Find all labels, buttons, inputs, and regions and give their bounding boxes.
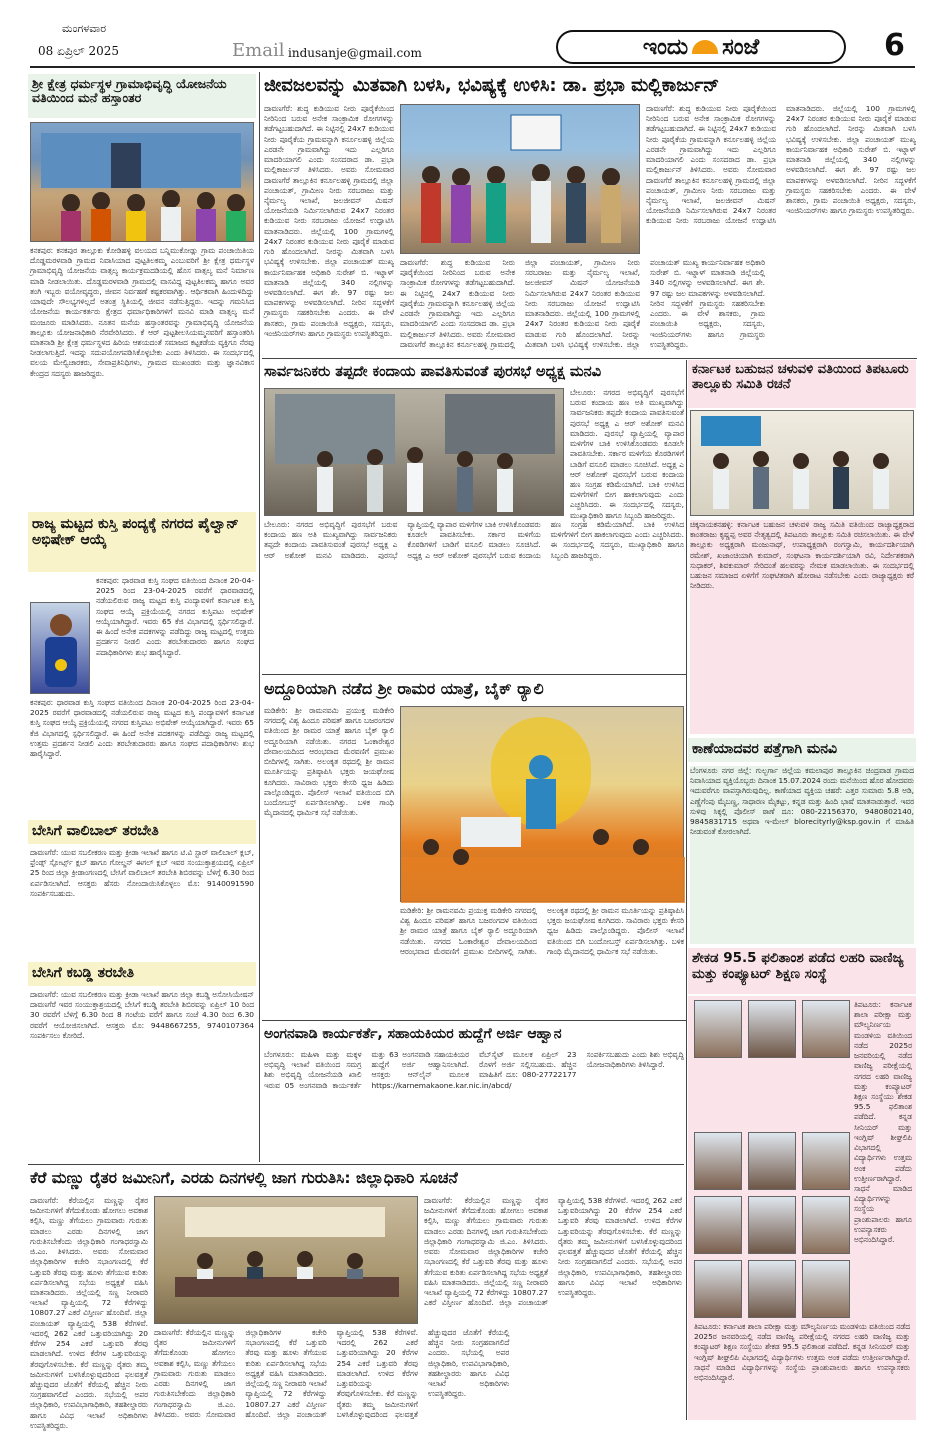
article-6-body: ಬೇಲೂರು: ನಗರದ ಅಭಿವೃದ್ಧಿಗೆ ಪುರಸಭೆಗೆ ಬರುವ ಕಂದಾಯ ಹಣ ಅತಿ ಮುಖ್ಯವಾಗಿದ್ದು ಸಾರ್ವಜನಿಕರು ತಪ್ಪದೇ ಕಂದಾಯ ಪಾವತಿಸುವಂತೆ ಪುರಸಭೆ ಅಧ್ಯಕ್ಷ ಎ ಆರ್ ಅಶೋಕ್ ಮನವಿ ಮಾಡಿದರು. ಪುರಸಭೆ ವ್ಯಾಪ್ತಿಯಲ್ಲಿ ವ್ಯಾಪಾರ ಮಳಿಗೆಗಳ ಬಾಕಿ ಉಳಿಸಿಕೊಂಡವರು ಕೂಡಲೇ ಪಾವತಿಸಬೇಕು. ಸರ್ಕಾರ ಮಳಿಗೆಯ ಕೊಠಡಿಗಳಿಗೆ ಬಾಡಿಗೆ ವಸೂಲಿ ಮಾಡಲು ಸೂಚಿಸಿದೆ. ಅಧ್ಯಕ್ಷ ಎ ಆರ್ ಅಶೋಕ್ ಪುರಸಭೆಗೆ ಬರುವ ಕಂದಾಯ ಹಣ ಸಂಗ್ರಹ ಕಡಿಮೆಯಾಗಿದೆ. ಬಾಕಿ ಉಳಿಸಿದ ಮಳಿಗೆಗಳಿಗೆ ಬೀಗ ಹಾಕಲಾಗುವುದು ಎಂದು ಎಚ್ಚರಿಸಿದರು. ಈ ಸಂದರ್ಭದಲ್ಲಿ ಸದಸ್ಯರು, ಮುಖ್ಯಾಧಿಕಾರಿ ಹಾಗೂ ಸಿಬ್ಬಂದಿ ಹಾಜರಿದ್ದರು. [264, 520, 684, 560]
article-5-body: ದಾವಣಗೆರೆ: ಯುವ ಸಬಲೀಕರಣ ಮತ್ತು ಕ್ರೀಡಾ ಇಲಾಖೆ ಹಾಗೂ ಜಿಲ್ಲಾ ಕಬಡ್ಡಿ ಅಸೋಸಿಯೇಷನ್ ದಾವಣಗೆರೆ ಇವರ ಸಂಯುಕ್ತಾಶ್ರಯದಲ್ಲಿ ಬೇಸಿಗೆ ಕಬಡ್ಡಿ ತರಬೇತಿ ಶಿಬಿರವನ್ನು ಏಪ್ರಿಲ್ 10 ರಿಂದ 30 ರವರೆಗೆ ಬೆಳಿಗ್ಗೆ 6.30 ರಿಂದ 8 ಗಂಟೆಯ ವರೆಗೆ ಹಾಗೂ ಸಂಜೆ 4.30 ರಿಂದ 6.30 ರವರೆಗೆ ಆಯೋಜಿಸಲಾಗಿದೆ. ಆಸಕ್ತರು ಮೊ: 9448667255, 9740107364 ಸಂಪರ್ಕಿಸಲು ಕೋರಿದೆ. [30, 990, 254, 1040]
article-3-headline-box [28, 512, 256, 572]
newspaper-logo [556, 30, 846, 64]
article-5-title: ಬೇಸಿಗೆ ಕಬಡ್ಡಿ ತರಬೇತಿ [32, 965, 135, 981]
article-2-title: ಜೀವಜಲವನ್ನು ಮಿತವಾಗಿ ಬಳಸಿ, ಭವಿಷ್ಯಕ್ಕೆ ಉಳಿಸಿ: ಡಾ. ಪ್ರಭಾ ಮಲ್ಲಿಕಾರ್ಜುನ್ [264, 75, 720, 96]
student-photo-2 [748, 1000, 796, 1058]
article-7-headline-box [688, 360, 916, 408]
article-2-body-col3: ದಾವಣಗೆರೆ: ಶುದ್ಧ ಕುಡಿಯುವ ನೀರು ಪೂರೈಕೆಯಿಂದ ನೀರಿನಿಂದ ಬರುವ ಅನೇಕ ಸಾಂಕ್ರಾಮಿಕ ರೋಗಗಳನ್ನು ತಡೆಗಟ್ಟಬಹುದಾಗಿದೆ. ಈ ನಿಟ್ಟಿನಲ್ಲಿ 24x7 ಕುಡಿಯುವ ನೀರು ಪೂರೈಕೆಯ ಗ್ರಾಮವನ್ನಾಗಿ ಕರ್ನೂಲಹಳ್ಳಿ ಜಿಲ್ಲೆಯ ಎರಡನೇ ಗ್ರಾಮವಾಗಿದ್ದು ಇದು ಎಲ್ಲರಿಗೂ ಮಾದರಿಯಾಗಲಿ ಎಂದು ಸಂಸದರಾದ ಡಾ. ಪ್ರಭಾ ಮಲ್ಲಿಕಾರ್ಜುನ್ ತಿಳಿಸಿದರು. ಅವರು ಸೋಮವಾರ ದಾವಣಗೆರೆ ತಾಲ್ಲೂಕಿನ ಕರ್ನೂಲಹಳ್ಳಿ ಗ್ರಾಮದಲ್ಲಿ ಜಿಲ್ಲಾ ಪಂಚಾಯತ್, ಗ್ರಾಮೀಣ ನೀರು ಸರಬರಾಜು ಮತ್ತು ನೈರ್ಮಲ್ಯ ಇಲಾಖೆ, ಜಲಜೀವನ್ ಮಿಷನ್ ಯೋಜನೆಯಡಿ ನಿರ್ಮಿಸಲಾಗಿರುವ 24x7 ನಿರಂತರ ಕುಡಿಯುವ ನೀರು ಸರಬರಾಜು ಯೋಜನೆ ಉದ್ಘಾಟಿಸಿ ಮಾತನಾಡಿದರು. ಜಿಲ್ಲೆಯಲ್ಲಿ 100 ಗ್ರಾಮಗಳಲ್ಲಿ 24x7 ನಿರಂತರ ಕುಡಿಯುವ ನೀರು ಪೂರೈಕೆ ಮಾಡುವ ಗುರಿ ಹೊಂದಲಾಗಿದೆ. ನೀರನ್ನು ಮಿತವಾಗಿ ಬಳಸಿ ಭವಿಷ್ಯಕ್ಕೆ ಉಳಿಸಬೇಕು. ಜಿಲ್ಲಾ ಪಂಚಾಯತ್ ಮುಖ್ಯ ಕಾರ್ಯನಿರ್ವಾಹಕ ಅಧಿಕಾರಿ ಸುರೇಶ್ ಬಿ. ಇಟ್ನಾಳ್ ಮಾತನಾಡಿ ಜಿಲ್ಲೆಯಲ್ಲಿ 340 ನಲ್ಲಿಗಳನ್ನು ಅಳವಡಿಸಲಾಗಿದೆ. ಈಗ ಶೇ. 97 ರಷ್ಟು ಜಲ ಮಾಪಕಗಳನ್ನು ಅಳವಡಿಸಲಾಗಿದೆ. ನೀರಿನ ಸದ್ಬಳಕೆಗೆ ಗ್ರಾಮಸ್ಥರು ಸಹಕರಿಸಬೇಕು ಎಂದರು. ಈ ವೇಳೆ ಶಾಸಕರು, ಗ್ರಾಮ ಪಂಚಾಯಿತಿ ಅಧ್ಯಕ್ಷರು, ಸದಸ್ಯರು, ಇಂಜಿನಿಯರ್‌ಗಳು ಹಾಗೂ ಗ್ರಾಮಸ್ಥರು ಉಪಸ್ಥಿತರಿದ್ದರು. [646, 104, 916, 226]
student-photo-8 [748, 1196, 796, 1254]
article-12-headline-box [688, 948, 916, 994]
wrestler-image [31, 603, 91, 695]
article-8-headline-box [262, 676, 686, 704]
article-9-body: ಬೆಂಗಳೂರು: ಮಹಿಳಾ ಮತ್ತು ಮಕ್ಕಳ ಅಭಿವೃದ್ಧಿ ಇಲಾಖೆ ವತಿಯಿಂದ ಸಮಗ್ರ ಶಿಶು ಅಭಿವೃದ್ಧಿ ಯೋಜನೆಯಡಿ ಖಾಲಿ ಇರುವ 05 ಅಂಗನವಾಡಿ ಕಾರ್ಯಕರ್ತೆ ಮತ್ತು 63 ಅಂಗನವಾಡಿ ಸಹಾಯಕಿಯರ ಹುದ್ದೆಗೆ ಅರ್ಜಿ ಆಹ್ವಾನಿಸಲಾಗಿದೆ. ಆಸಕ್ತರು ಆನ್‌ಲೈನ್ ಮೂಲಕ https://karnemakaone.kar.nic.in/abcd/ ವೆಬ್‌ಸೈಟ್ ಮೂಲಕ ಏಪ್ರಿಲ್ 23 ರೊಳಗೆ ಅರ್ಜಿ ಸಲ್ಲಿಸಬಹುದು. ಹೆಚ್ಚಿನ ಮಾಹಿತಿಗೆ ದೂ: 080-27722177 ಸಂಪರ್ಕಿಸಬಹುದು ಎಂದು ಶಿಶು ಅಭಿವೃದ್ಧಿ ಯೋಜನಾಧಿಕಾರಿಗಳು ತಿಳಿಸಿದ್ದಾರೆ. [264, 1050, 684, 1090]
masthead [0, 0, 945, 70]
shop-inspection-image [265, 389, 565, 517]
email-label: Email [232, 40, 285, 61]
article-9-title: ಅಂಗನವಾಡಿ ಕಾರ್ಯಕರ್ತೆ, ಸಹಾಯಕಿಯರ ಹುದ್ದೆಗೆ ಅರ್ಜಿ ಆಹ್ವಾನ [264, 1026, 562, 1042]
article-6-title: ಸಾರ್ವಜನಿಕರು ತಪ್ಪದೇ ಕಂದಾಯ ಪಾವತಿಸುವಂತೆ ಪುರಸಭೆ ಅಧ್ಯಕ್ಷ ಮನವಿ [264, 364, 602, 380]
row-rule-3 [262, 1020, 686, 1021]
article-12-panel [688, 996, 916, 1420]
student-photo-1 [694, 1000, 742, 1058]
student-photo-9 [802, 1196, 850, 1254]
row-rule-2 [262, 674, 686, 675]
row-rule-4 [28, 1164, 684, 1165]
article-3-photo [30, 602, 90, 694]
article-4-body: ದಾವಣಗೆರೆ: ಯುವ ಸಬಲೀಕರಣ ಮತ್ತು ಕ್ರೀಡಾ ಇಲಾಖೆ ಹಾಗೂ ಟಿ.ವಿ ಸ್ಟಾರ್ ವಾಲಿಬಾಲ್ ಕ್ಲಬ್, ಫ್ರೆಂಡ್ಸ್ ಸ್ಪೋರ್ಟ್ಸ್ ಕ್ಲಬ್ ಹಾಗೂ ಗೋಲ್ಡನ್ ಈಗಲ್ ಕ್ಲಬ್ ಇವರ ಸಂಯುಕ್ತಾಶ್ರಯದಲ್ಲಿ ಏಪ್ರಿಲ್ 25 ರಿಂದ ಜಿಲ್ಲಾ ಕ್ರೀಡಾಂಗಣದಲ್ಲಿ ಬೇಸಿಗೆ ವಾಲಿಬಾಲ್ ತರಬೇತಿ ಶಿಬಿರವನ್ನು ಬೆಳಿಗ್ಗೆ 6.30 ರಿಂದ ಏರ್ಪಡಿಸಲಾಗಿದೆ. ಆಸಕ್ತರು ಹೆಸರು ನೋಂದಾಯಿಸಿಕೊಳ್ಳಲು ಮೊ: 9140091590 ಸಂಪರ್ಕಿಸಬಹುದು. [30, 848, 254, 898]
student-photo-5 [748, 1132, 796, 1190]
article-12-body: ತಿಪಟೂರು: ಕರ್ನಾಟಕ ಶಾಲಾ ಪರೀಕ್ಷಾ ಮತ್ತು ಮೌಲ್ಯನಿರ್ಣಯ ಮಂಡಳಿಯ ವತಿಯಿಂದ ನಡೆದ 2025ರ ಜನವರಿಯಲ್ಲಿ ನಡೆದ ವಾಣಿಜ್ಯ ಪರೀಕ್ಷೆಯಲ್ಲಿ ನಗರದ ಲಹರಿ ವಾಣಿಜ್ಯ ಮತ್ತು ಕಂಪ್ಯೂಟರ್ ಶಿಕ್ಷಣ ಸಂಸ್ಥೆಯು ಶೇಕಡ 95.5 ಫಲಿತಾಂಶ ಪಡೆದಿದೆ. ಕನ್ನಡ ಸೀನಿಯರ್ ಮತ್ತು ಇಂಗ್ಲಿಷ್ ಶೀಘ್ರಲಿಪಿ ವಿಭಾಗದಲ್ಲಿ ವಿದ್ಯಾರ್ಥಿಗಳು ಉತ್ತಮ ಅಂಕ ಪಡೆದು ಉತ್ತೀರ್ಣರಾಗಿದ್ದಾರೆ. ಸಾಧನೆ ಮಾಡಿದ ವಿದ್ಯಾರ್ಥಿಗಳನ್ನು ಸಂಸ್ಥೆಯ ಪ್ರಾಂಶುಪಾಲರು ಹಾಗೂ ಉಪನ್ಯಾಸಕರು ಅಭಿನಂದಿಸಿದ್ದಾರೆ. [694, 1322, 910, 1383]
student-photo-10 [694, 1260, 742, 1318]
article-7-body: ಚಿಕ್ಕನಾಯಕನಹಳ್ಳಿ: ಕರ್ನಾಟಕ ಬಹುಜನ ಚಳುವಳಿ ರಾಜ್ಯ ಸಮಿತಿ ವತಿಯಿಂದ ರಾಜ್ಯಾಧ್ಯಕ್ಷರಾದ ಕಾಂತರಾಜು ಕೃಷ್ಣಪ್ಪ ಅವರ ನೇತೃತ್ವದಲ್ಲಿ ತಿಪಟೂರು ತಾಲ್ಲೂಕು ಸಮಿತಿ ರಚಿಸಲಾಯಿತು. ಈ ವೇಳೆ ತಾಲ್ಲೂಕು ಅಧ್ಯಕ್ಷರಾಗಿ ಮಂಜುನಾಥ್, ಉಪಾಧ್ಯಕ್ಷರಾಗಿ ರಂಗಸ್ವಾಮಿ, ಕಾರ್ಯದರ್ಶಿಯಾಗಿ ರಮೇಶ್, ಖಜಾಂಚಿಯಾಗಿ ಕುಮಾರ್, ಸಂಘಟನಾ ಕಾರ್ಯದರ್ಶಿಯಾಗಿ ರವಿ, ನಿರ್ದೇಶಕರಾಗಿ ಸುಧಾಕರ್, ಶಿವಕುಮಾರ್ ಸೇರಿದಂತೆ ಹಲವರನ್ನು ನೇಮಕ ಮಾಡಲಾಯಿತು. ಈ ಸಂದರ್ಭದಲ್ಲಿ ಬಹುಜನ ಸಮಾಜದ ಏಳಿಗೆಗೆ ಸಂಘಟಿತರಾಗಿ ಹೋರಾಟ ನಡೆಸಬೇಕು ಎಂದು ರಾಜ್ಯಾಧ್ಯಕ್ಷರು ಕರೆ ನೀಡಿದರು. [690, 520, 914, 734]
article-2-headline-box [262, 72, 917, 102]
article-11-body-col1: ದಾವಣಗೆರೆ: ಕೆರೆಯಲ್ಲಿನ ಮಣ್ಣನ್ನು ರೈತರ ಜಮೀನುಗಳಿಗೆ ತೆಗೆದುಕೊಂಡು ಹೋಗಲು ಅವಕಾಶ ಕಲ್ಪಿಸಿ, ಮಣ್ಣು ತೆಗೆಯಲು ಗ್ರಾಮವಾರು ಗುರುತು ಮಾಡಲು ಎರಡು ದಿನಗಳಲ್ಲಿ ಜಾಗ ಗುರುತಿಸಬೇಕೆಂದು ಜಿಲ್ಲಾಧಿಕಾರಿ ಗಂಗಾಧರಸ್ವಾಮಿ ಜಿ.ಎಂ. ತಿಳಿಸಿದರು. ಅವರು ಸೋಮವಾರ ಜಿಲ್ಲಾಧಿಕಾರಿಗಳ ಕಚೇರಿ ಸಭಾಂಗಣದಲ್ಲಿ ಕೆರೆ ಒತ್ತುವರಿ ತೆರವು ಮತ್ತು ಹೂಳು ತೆಗೆಯುವ ಕುರಿತು ಏರ್ಪಡಿಸಲಾಗಿದ್ದ ಸಭೆಯ ಅಧ್ಯಕ್ಷತೆ ವಹಿಸಿ ಮಾತನಾಡಿದರು. ಜಿಲ್ಲೆಯಲ್ಲಿ ಸಣ್ಣ ನೀರಾವರಿ ಇಲಾಖೆ ವ್ಯಾಪ್ತಿಯಲ್ಲಿ 72 ಕೆರೆಗಳಿದ್ದು 10807.27 ಎಕರೆ ವಿಸ್ತೀರ್ಣ ಹೊಂದಿವೆ. ಜಿಲ್ಲಾ ಪಂಚಾಯತ್ ವ್ಯಾಪ್ತಿಯಲ್ಲಿ 538 ಕೆರೆಗಳಿವೆ. ಇದರಲ್ಲಿ 262 ಎಕರೆ ಒತ್ತುವರಿಯಾಗಿದ್ದು 20 ಕೆರೆಗಳ 254 ಎಕರೆ ಒತ್ತುವರಿ ತೆರವು ಮಾಡಲಾಗಿದೆ. ಉಳಿದ ಕೆರೆಗಳ ಒತ್ತುವರಿಯನ್ನು ತೆರವುಗೊಳಿಸಬೇಕು. ಕೆರೆ ಮಣ್ಣನ್ನು ರೈತರು ತಮ್ಮ ಜಮೀನುಗಳಿಗೆ ಬಳಸಿಕೊಳ್ಳುವುದರಿಂದ ಫಲವತ್ತತೆ ಹೆಚ್ಚುವುದರ ಜೊತೆಗೆ ಕೆರೆಯಲ್ಲಿ ಹೆಚ್ಚಿನ ನೀರು ಸಂಗ್ರಹವಾಗಲಿದೆ ಎಂದರು. ಸಭೆಯಲ್ಲಿ ಅಪರ ಜಿಲ್ಲಾಧಿಕಾರಿ, ಉಪವಿಭಾಗಾಧಿಕಾರಿ, ತಹಶೀಲ್ದಾರರು ಹಾಗೂ ವಿವಿಧ ಇಲಾಖೆ ಅಧಿಕಾರಿಗಳು ಉಪಸ್ಥಿತರಿದ್ದರು. [30, 1196, 148, 1430]
logo-text-left: ಇಂದು [642, 34, 689, 60]
masthead-date: 08 ಏಪ್ರಿಲ್ 2025 [38, 44, 120, 58]
article-10-body: ಬೆಂಗಳೂರು ನಗರ ಜಿಲ್ಲೆ: ಗುಲ್ಬರ್ಗಾ ಜಿಲ್ಲೆಯ ಕಮಲಾಪುರ ತಾಲ್ಲೂಕಿನ ಚಿಂದ್ರವಾಡ ಗ್ರಾಮದ ನಿವಾಸಿಯಾದ ವ್ಯಕ್ತಿಯೊಬ್ಬರು ದಿನಾಂಕ 15.07.2024 ರಂದು ಮನೆಯಿಂದ ಹೊರ ಹೋದವರು ಇದುವರೆಗೂ ವಾಪಸ್ಸಾಗಿರುವುದಿಲ್ಲ. ಕಾಣೆಯಾದ ವ್ಯಕ್ತಿಯ ಚಹರೆ: ಎತ್ತರ ಸುಮಾರು 5.8 ಅಡಿ, ಎಣ್ಣೆಗೆಂಪು ಮೈಬಣ್ಣ, ಸಾಧಾರಣ ಮೈಕಟ್ಟು, ಕನ್ನಡ ಮತ್ತು ಹಿಂದಿ ಭಾಷೆ ಮಾತನಾಡುತ್ತಾರೆ. ಇವರ ಸುಳಿವು ಸಿಕ್ಕಲ್ಲಿ ಪೊಲೀಸ್ ಠಾಣೆ ದೂ: 080-22156370, 9480802140, 9845831715 ಅಥವಾ ಇ-ಮೇಲ್ blorecityrly@ksp.gov.in ಗೆ ಮಾಹಿತಿ ನೀಡುವಂತೆ ಕೋರಲಾಗಿದೆ. [690, 766, 914, 944]
article-3-body-lead: ಕನಕಪುರ: ಧಾರವಾಡ ಕುಸ್ತಿ ಸಂಘದ ವತಿಯಿಂದ ದಿನಾಂಕ 20-04-2025 ರಿಂದ 23-04-2025 ರವರೆಗೆ ಧಾರವಾಡದಲ್ಲಿ ನಡೆಯಲಿರುವ ರಾಜ್ಯ ಮಟ್ಟದ ಕುಸ್ತಿ ಪಂದ್ಯಾವಳಿಗೆ ಕರ್ನಾಟಕ ಕುಸ್ತಿ ಸಂಘದ ಆಯ್ಕೆ ಪ್ರಕ್ರಿಯೆಯಲ್ಲಿ ನಗರದ ಕುಸ್ತಿಪಟು ಅಭಿಷೇಕ್ ಆಯ್ಕೆಯಾಗಿದ್ದಾರೆ. ಇವರು 65 ಕೆಜಿ ವಿಭಾಗದಲ್ಲಿ ಸ್ಪರ್ಧಿಸಲಿದ್ದಾರೆ. ಈ ಹಿಂದೆ ಅನೇಕ ಪದಕಗಳನ್ನು ಪಡೆದಿದ್ದು ರಾಜ್ಯ ಮಟ್ಟದಲ್ಲಿ ಉತ್ತಮ ಪ್ರದರ್ಶನ ನೀಡಲಿ ಎಂದು ತರಬೇತುದಾರರು ಹಾಗೂ ಸಂಘದ ಪದಾಧಿಕಾರಿಗಳು ಶುಭ ಹಾರೈಸಿದ್ದಾರೆ. [96, 576, 254, 657]
article-2-body-col1: ದಾವಣಗೆರೆ: ಶುದ್ಧ ಕುಡಿಯುವ ನೀರು ಪೂರೈಕೆಯಿಂದ ನೀರಿನಿಂದ ಬರುವ ಅನೇಕ ಸಾಂಕ್ರಾಮಿಕ ರೋಗಗಳನ್ನು ತಡೆಗಟ್ಟಬಹುದಾಗಿದೆ. ಈ ನಿಟ್ಟಿನಲ್ಲಿ 24x7 ಕುಡಿಯುವ ನೀರು ಪೂರೈಕೆಯ ಗ್ರಾಮವನ್ನಾಗಿ ಕರ್ನೂಲಹಳ್ಳಿ ಜಿಲ್ಲೆಯ ಎರಡನೇ ಗ್ರಾಮವಾಗಿದ್ದು ಇದು ಎಲ್ಲರಿಗೂ ಮಾದರಿಯಾಗಲಿ ಎಂದು ಸಂಸದರಾದ ಡಾ. ಪ್ರಭಾ ಮಲ್ಲಿಕಾರ್ಜುನ್ ತಿಳಿಸಿದರು. ಅವರು ಸೋಮವಾರ ದಾವಣಗೆರೆ ತಾಲ್ಲೂಕಿನ ಕರ್ನೂಲಹಳ್ಳಿ ಗ್ರಾಮದಲ್ಲಿ ಜಿಲ್ಲಾ ಪಂಚಾಯತ್, ಗ್ರಾಮೀಣ ನೀರು ಸರಬರಾಜು ಮತ್ತು ನೈರ್ಮಲ್ಯ ಇಲಾಖೆ, ಜಲಜೀವನ್ ಮಿಷನ್ ಯೋಜನೆಯಡಿ ನಿರ್ಮಿಸಲಾಗಿರುವ 24x7 ನಿರಂತರ ಕುಡಿಯುವ ನೀರು ಸರಬರಾಜು ಯೋಜನೆ ಉದ್ಘಾಟಿಸಿ ಮಾತನಾಡಿದರು. ಜಿಲ್ಲೆಯಲ್ಲಿ 100 ಗ್ರಾಮಗಳಲ್ಲಿ 24x7 ನಿರಂತರ ಕುಡಿಯುವ ನೀರು ಪೂರೈಕೆ ಮಾಡುವ ಗುರಿ ಹೊಂದಲಾಗಿದೆ. ನೀರನ್ನು ಮಿತವಾಗಿ ಬಳಸಿ ಭವಿಷ್ಯಕ್ಕೆ ಉಳಿಸಬೇಕು. ಜಿಲ್ಲಾ ಪಂಚಾಯತ್ ಮುಖ್ಯ ಕಾರ್ಯನಿರ್ವಾಹಕ ಅಧಿಕಾರಿ ಸುರೇಶ್ ಬಿ. ಇಟ್ನಾಳ್ ಮಾತನಾಡಿ ಜಿಲ್ಲೆಯಲ್ಲಿ 340 ನಲ್ಲಿಗಳನ್ನು ಅಳವಡಿಸಲಾಗಿದೆ. ಈಗ ಶೇ. 97 ರಷ್ಟು ಜಲ ಮಾಪಕಗಳನ್ನು ಅಳವಡಿಸಲಾಗಿದೆ. ನೀರಿನ ಸದ್ಬಳಕೆಗೆ ಗ್ರಾಮಸ್ಥರು ಸಹಕರಿಸಬೇಕು ಎಂದರು. ಈ ವೇಳೆ ಶಾಸಕರು, ಗ್ರಾಮ ಪಂಚಾಯಿತಿ ಅಧ್ಯಕ್ಷರು, ಸದಸ್ಯರು, ಇಂಜಿನಿಯರ್‌ಗಳು ಹಾಗೂ ಗ್ರಾಮಸ್ಥರು ಉಪಸ್ಥಿತರಿದ್ದರು. [264, 104, 394, 338]
student-photo-4 [694, 1132, 742, 1190]
article-5-headline-box [28, 962, 256, 986]
student-photo-3 [802, 1000, 850, 1058]
article-3-title: ರಾಜ್ಯ ಮಟ್ಟದ ಕುಸ್ತಿ ಪಂದ್ಯಕ್ಕೆ ನಗರದ ಪೈಲ್ವಾನ್ ಅಭಿಷೇಕ್ ಆಯ್ಕೆ [32, 516, 239, 549]
article-10-title: ಕಾಣೆಯಾದವರ ಪತ್ತೆಗಾಗಿ ಮನವಿ [692, 741, 838, 757]
article-6-body-side: ಬೇಲೂರು: ನಗರದ ಅಭಿವೃದ್ಧಿಗೆ ಪುರಸಭೆಗೆ ಬರುವ ಕಂದಾಯ ಹಣ ಅತಿ ಮುಖ್ಯವಾಗಿದ್ದು ಸಾರ್ವಜನಿಕರು ತಪ್ಪದೇ ಕಂದಾಯ ಪಾವತಿಸುವಂತೆ ಪುರಸಭೆ ಅಧ್ಯಕ್ಷ ಎ ಆರ್ ಅಶೋಕ್ ಮನವಿ ಮಾಡಿದರು. ಪುರಸಭೆ ವ್ಯಾಪ್ತಿಯಲ್ಲಿ ವ್ಯಾಪಾರ ಮಳಿಗೆಗಳ ಬಾಕಿ ಉಳಿಸಿಕೊಂಡವರು ಕೂಡಲೇ ಪಾವತಿಸಬೇಕು. ಸರ್ಕಾರ ಮಳಿಗೆಯ ಕೊಠಡಿಗಳಿಗೆ ಬಾಡಿಗೆ ವಸೂಲಿ ಮಾಡಲು ಸೂಚಿಸಿದೆ. ಅಧ್ಯಕ್ಷ ಎ ಆರ್ ಅಶೋಕ್ ಪುರಸಭೆಗೆ ಬರುವ ಕಂದಾಯ ಹಣ ಸಂಗ್ರಹ ಕಡಿಮೆಯಾಗಿದೆ. ಬಾಕಿ ಉಳಿಸಿದ ಮಳಿಗೆಗಳಿಗೆ ಬೀಗ ಹಾಕಲಾಗುವುದು ಎಂದು ಎಚ್ಚರಿಸಿದರು. ಈ ಸಂದರ್ಭದಲ್ಲಿ ಸದಸ್ಯರು, ಮುಖ್ಯಾಧಿಕಾರಿ ಹಾಗೂ ಸಿಬ್ಬಂದಿ ಹಾಜರಿದ್ದರು. [570, 388, 684, 520]
article-7-title: ಕರ್ನಾಟಕ ಬಹುಜನ ಚಳುವಳಿ ವತಿಯಿಂದ ತಿಪಟೂರು ತಾಲ್ಲೂಕು ಸಮಿತಿ ರಚನೆ [692, 362, 909, 392]
article-2-body-col2: ದಾವಣಗೆರೆ: ಶುದ್ಧ ಕುಡಿಯುವ ನೀರು ಪೂರೈಕೆಯಿಂದ ನೀರಿನಿಂದ ಬರುವ ಅನೇಕ ಸಾಂಕ್ರಾಮಿಕ ರೋಗಗಳನ್ನು ತಡೆಗಟ್ಟಬಹುದಾಗಿದೆ. ಈ ನಿಟ್ಟಿನಲ್ಲಿ 24x7 ಕುಡಿಯುವ ನೀರು ಪೂರೈಕೆಯ ಗ್ರಾಮವನ್ನಾಗಿ ಕರ್ನೂಲಹಳ್ಳಿ ಜಿಲ್ಲೆಯ ಎರಡನೇ ಗ್ರಾಮವಾಗಿದ್ದು ಇದು ಎಲ್ಲರಿಗೂ ಮಾದರಿಯಾಗಲಿ ಎಂದು ಸಂಸದರಾದ ಡಾ. ಪ್ರಭಾ ಮಲ್ಲಿಕಾರ್ಜುನ್ ತಿಳಿಸಿದರು. ಅವರು ಸೋಮವಾರ ದಾವಣಗೆರೆ ತಾಲ್ಲೂಕಿನ ಕರ್ನೂಲಹಳ್ಳಿ ಗ್ರಾಮದಲ್ಲಿ ಜಿಲ್ಲಾ ಪಂಚಾಯತ್, ಗ್ರಾಮೀಣ ನೀರು ಸರಬರಾಜು ಮತ್ತು ನೈರ್ಮಲ್ಯ ಇಲಾಖೆ, ಜಲಜೀವನ್ ಮಿಷನ್ ಯೋಜನೆಯಡಿ ನಿರ್ಮಿಸಲಾಗಿರುವ 24x7 ನಿರಂತರ ಕುಡಿಯುವ ನೀರು ಸರಬರಾಜು ಯೋಜನೆ ಉದ್ಘಾಟಿಸಿ ಮಾತನಾಡಿದರು. ಜಿಲ್ಲೆಯಲ್ಲಿ 100 ಗ್ರಾಮಗಳಲ್ಲಿ 24x7 ನಿರಂತರ ಕುಡಿಯುವ ನೀರು ಪೂರೈಕೆ ಮಾಡುವ ಗುರಿ ಹೊಂದಲಾಗಿದೆ. ನೀರನ್ನು ಮಿತವಾಗಿ ಬಳಸಿ ಭವಿಷ್ಯಕ್ಕೆ ಉಳಿಸಬೇಕು. ಜಿಲ್ಲಾ ಪಂಚಾಯತ್ ಮುಖ್ಯ ಕಾರ್ಯನಿರ್ವಾಹಕ ಅಧಿಕಾರಿ ಸುರೇಶ್ ಬಿ. ಇಟ್ನಾಳ್ ಮಾತನಾಡಿ ಜಿಲ್ಲೆಯಲ್ಲಿ 340 ನಲ್ಲಿಗಳನ್ನು ಅಳವಡಿಸಲಾಗಿದೆ. ಈಗ ಶೇ. 97 ರಷ್ಟು ಜಲ ಮಾಪಕಗಳನ್ನು ಅಳವಡಿಸಲಾಗಿದೆ. ನೀರಿನ ಸದ್ಬಳಕೆಗೆ ಗ್ರಾಮಸ್ಥರು ಸಹಕರಿಸಬೇಕು ಎಂದರು. ಈ ವೇಳೆ ಶಾಸಕರು, ಗ್ರಾಮ ಪಂಚಾಯಿತಿ ಅಧ್ಯಕ್ಷರು, ಸದಸ್ಯರು, ಇಂಜಿನಿಯರ್‌ಗಳು ಹಾಗೂ ಗ್ರಾಮಸ್ಥರು ಉಪಸ್ಥಿತರಿದ್ದರು. [400, 258, 765, 349]
rama-procession-image [401, 707, 685, 903]
article-9-headline-box [262, 1022, 686, 1048]
house-handover-image [31, 123, 255, 243]
article-11-body-col2: ದಾವಣಗೆರೆ: ಕೆರೆಯಲ್ಲಿನ ಮಣ್ಣನ್ನು ರೈತರ ಜಮೀನುಗಳಿಗೆ ತೆಗೆದುಕೊಂಡು ಹೋಗಲು ಅವಕಾಶ ಕಲ್ಪಿಸಿ, ಮಣ್ಣು ತೆಗೆಯಲು ಗ್ರಾಮವಾರು ಗುರುತು ಮಾಡಲು ಎರಡು ದಿನಗಳಲ್ಲಿ ಜಾಗ ಗುರುತಿಸಬೇಕೆಂದು ಜಿಲ್ಲಾಧಿಕಾರಿ ಗಂಗಾಧರಸ್ವಾಮಿ ಜಿ.ಎಂ. ತಿಳಿಸಿದರು. ಅವರು ಸೋಮವಾರ ಜಿಲ್ಲಾಧಿಕಾರಿಗಳ ಕಚೇರಿ ಸಭಾಂಗಣದಲ್ಲಿ ಕೆರೆ ಒತ್ತುವರಿ ತೆರವು ಮತ್ತು ಹೂಳು ತೆಗೆಯುವ ಕುರಿತು ಏರ್ಪಡಿಸಲಾಗಿದ್ದ ಸಭೆಯ ಅಧ್ಯಕ್ಷತೆ ವಹಿಸಿ ಮಾತನಾಡಿದರು. ಜಿಲ್ಲೆಯಲ್ಲಿ ಸಣ್ಣ ನೀರಾವರಿ ಇಲಾಖೆ ವ್ಯಾಪ್ತಿಯಲ್ಲಿ 72 ಕೆರೆಗಳಿದ್ದು 10807.27 ಎಕರೆ ವಿಸ್ತೀರ್ಣ ಹೊಂದಿವೆ. ಜಿಲ್ಲಾ ಪಂಚಾಯತ್ ವ್ಯಾಪ್ತಿಯಲ್ಲಿ 538 ಕೆರೆಗಳಿವೆ. ಇದರಲ್ಲಿ 262 ಎಕರೆ ಒತ್ತುವರಿಯಾಗಿದ್ದು 20 ಕೆರೆಗಳ 254 ಎಕರೆ ಒತ್ತುವರಿ ತೆರವು ಮಾಡಲಾಗಿದೆ. ಉಳಿದ ಕೆರೆಗಳ ಒತ್ತುವರಿಯನ್ನು ತೆರವುಗೊಳಿಸಬೇಕು. ಕೆರೆ ಮಣ್ಣನ್ನು ರೈತರು ತಮ್ಮ ಜಮೀನುಗಳಿಗೆ ಬಳಸಿಕೊಳ್ಳುವುದರಿಂದ ಫಲವತ್ತತೆ ಹೆಚ್ಚುವುದರ ಜೊತೆಗೆ ಕೆರೆಯಲ್ಲಿ ಹೆಚ್ಚಿನ ನೀರು ಸಂಗ್ರಹವಾಗಲಿದೆ ಎಂದರು. ಸಭೆಯಲ್ಲಿ ಅಪರ ಜಿಲ್ಲಾಧಿಕಾರಿ, ಉಪವಿಭಾಗಾಧಿಕಾರಿ, ತಹಶೀಲ್ದಾರರು ಹಾಗೂ ವಿವಿಧ ಇಲಾಖೆ ಅಧಿಕಾರಿಗಳು ಉಪಸ್ಥಿತರಿದ್ದರು. [154, 1328, 510, 1419]
article-3-body: ಕನಕಪುರ: ಧಾರವಾಡ ಕುಸ್ತಿ ಸಂಘದ ವತಿಯಿಂದ ದಿನಾಂಕ 20-04-2025 ರಿಂದ 23-04-2025 ರವರೆಗೆ ಧಾರವಾಡದಲ್ಲಿ ನಡೆಯಲಿರುವ ರಾಜ್ಯ ಮಟ್ಟದ ಕುಸ್ತಿ ಪಂದ್ಯಾವಳಿಗೆ ಕರ್ನಾಟಕ ಕುಸ್ತಿ ಸಂಘದ ಆಯ್ಕೆ ಪ್ರಕ್ರಿಯೆಯಲ್ಲಿ ನಗರದ ಕುಸ್ತಿಪಟು ಅಭಿಷೇಕ್ ಆಯ್ಕೆಯಾಗಿದ್ದಾರೆ. ಇವರು 65 ಕೆಜಿ ವಿಭಾಗದಲ್ಲಿ ಸ್ಪರ್ಧಿಸಲಿದ್ದಾರೆ. ಈ ಹಿಂದೆ ಅನೇಕ ಪದಕಗಳನ್ನು ಪಡೆದಿದ್ದು ರಾಜ್ಯ ಮಟ್ಟದಲ್ಲಿ ಉತ್ತಮ ಪ್ರದರ್ಶನ ನೀಡಲಿ ಎಂದು ತರಬೇತುದಾರರು ಹಾಗೂ ಸಂಘದ ಪದಾಧಿಕಾರಿಗಳು ಶುಭ ಹಾರೈಸಿದ್ದಾರೆ. [30, 698, 254, 759]
article-6-photo [264, 388, 564, 516]
article-2-photo [400, 104, 640, 254]
article-8-title: ಅದ್ದೂರಿಯಾಗಿ ನಡೆದ ಶ್ರೀ ರಾಮರ ಯಾತ್ರೆ, ಬೈಕ್ ರ‍್ಯಾಲಿ [264, 679, 544, 698]
article-4-headline-box [28, 820, 256, 844]
article-4-title: ಬೇಸಿಗೆ ವಾಲಿಬಾಲ್ ತರಬೇತಿ [32, 823, 159, 839]
student-photo-7 [694, 1196, 742, 1254]
logo-text-right: ಸಂಜೆ [722, 34, 760, 60]
email-address: indusanje@gmail.com [288, 46, 422, 60]
article-1-photo [30, 122, 254, 242]
water-project-image [401, 105, 641, 255]
article-11-photo [154, 1196, 418, 1324]
article-11-body-col3: ದಾವಣಗೆರೆ: ಕೆರೆಯಲ್ಲಿನ ಮಣ್ಣನ್ನು ರೈತರ ಜಮೀನುಗಳಿಗೆ ತೆಗೆದುಕೊಂಡು ಹೋಗಲು ಅವಕಾಶ ಕಲ್ಪಿಸಿ, ಮಣ್ಣು ತೆಗೆಯಲು ಗ್ರಾಮವಾರು ಗುರುತು ಮಾಡಲು ಎರಡು ದಿನಗಳಲ್ಲಿ ಜಾಗ ಗುರುತಿಸಬೇಕೆಂದು ಜಿಲ್ಲಾಧಿಕಾರಿ ಗಂಗಾಧರಸ್ವಾಮಿ ಜಿ.ಎಂ. ತಿಳಿಸಿದರು. ಅವರು ಸೋಮವಾರ ಜಿಲ್ಲಾಧಿಕಾರಿಗಳ ಕಚೇರಿ ಸಭಾಂಗಣದಲ್ಲಿ ಕೆರೆ ಒತ್ತುವರಿ ತೆರವು ಮತ್ತು ಹೂಳು ತೆಗೆಯುವ ಕುರಿತು ಏರ್ಪಡಿಸಲಾಗಿದ್ದ ಸಭೆಯ ಅಧ್ಯಕ್ಷತೆ ವಹಿಸಿ ಮಾತನಾಡಿದರು. ಜಿಲ್ಲೆಯಲ್ಲಿ ಸಣ್ಣ ನೀರಾವರಿ ಇಲಾಖೆ ವ್ಯಾಪ್ತಿಯಲ್ಲಿ 72 ಕೆರೆಗಳಿದ್ದು 10807.27 ಎಕರೆ ವಿಸ್ತೀರ್ಣ ಹೊಂದಿವೆ. ಜಿಲ್ಲಾ ಪಂಚಾಯತ್ ವ್ಯಾಪ್ತಿಯಲ್ಲಿ 538 ಕೆರೆಗಳಿವೆ. ಇದರಲ್ಲಿ 262 ಎಕರೆ ಒತ್ತುವರಿಯಾಗಿದ್ದು 20 ಕೆರೆಗಳ 254 ಎಕರೆ ಒತ್ತುವರಿ ತೆರವು ಮಾಡಲಾಗಿದೆ. ಉಳಿದ ಕೆರೆಗಳ ಒತ್ತುವರಿಯನ್ನು ತೆರವುಗೊಳಿಸಬೇಕು. ಕೆರೆ ಮಣ್ಣನ್ನು ರೈತರು ತಮ್ಮ ಜಮೀನುಗಳಿಗೆ ಬಳಸಿಕೊಳ್ಳುವುದರಿಂದ ಫಲವತ್ತತೆ ಹೆಚ್ಚುವುದರ ಜೊತೆಗೆ ಕೆರೆಯಲ್ಲಿ ಹೆಚ್ಚಿನ ನೀರು ಸಂಗ್ರಹವಾಗಲಿದೆ ಎಂದರು. ಸಭೆಯಲ್ಲಿ ಅಪರ ಜಿಲ್ಲಾಧಿಕಾರಿ, ಉಪವಿಭಾಗಾಧಿಕಾರಿ, ತಹಶೀಲ್ದಾರರು ಹಾಗೂ ವಿವಿಧ ಇಲಾಖೆ ಅಧಿಕಾರಿಗಳು ಉಪಸ್ಥಿತರಿದ್ದರು. [424, 1196, 682, 1308]
committee-meeting-image [691, 411, 915, 517]
article-6-headline-box [262, 360, 682, 386]
article-7-photo [690, 410, 914, 516]
column-rule-right [686, 360, 687, 1420]
article-1-body: ಕನಕಪುರ: ಕನಕಪುರ ತಾಲ್ಲೂಕು ಕೋಡಿಹಳ್ಳಿ ವಲಯದ ಬನ್ನಿಮುಕೋಡ್ಲು ಗ್ರಾಮ ಪಂಚಾಯಿತಿಯ ದೊಡ್ಡಮರಳವಾಡಿ ಗ್ರಾಮದ ನಿವಾಸಿಯಾದ ಪುಟ್ಟತಿಲಕಮ್ಮ ಎಂಬುವರಿಗೆ ಶ್ರೀ ಕ್ಷೇತ್ರ ಧರ್ಮಸ್ಥಳ ಗ್ರಾಮಾಭಿವೃದ್ಧಿ ಯೋಜನೆಯ ವಾತ್ಸಲ್ಯ ಕಾರ್ಯಕ್ರಮದಡಿಯಲ್ಲಿ ಹೊಸ ವಾತ್ಸಲ್ಯ ಮನೆ ನಿರ್ಮಾಣ ಮಾಡಿ ನೀಡಲಾಯಿತು. ದೊಡ್ಡಮರಳವಾಡಿ ಗ್ರಾಮದಲ್ಲಿ ವಾಸವಿದ್ದ ಪುಟ್ಟತಿಲಕಮ್ಮ ಹಾಗೂ ಅವರ ತಂಗಿ ಇಬ್ಬರು ವಯೋವೃದ್ಧರು, ಜೀವನ ನಿರ್ವಹಣೆ ಕಷ್ಟಕರವಾಗಿತ್ತು. ಆರ್ಥಿಕವಾಗಿ ಹಿಂದುಳಿದಿದ್ದು ಯಾವುದೇ ಸೌಲಭ್ಯಗಳಿಲ್ಲದೆ ಅತಂತ್ರ ಸ್ಥಿತಿಯಲ್ಲಿ ಜೀವನ ನಡೆಸುತ್ತಿದ್ದರು. ಇದನ್ನು ಗಮನಿಸಿದ ಯೋಜನೆಯ ಕಾರ್ಯಕರ್ತರು ಕ್ಷೇತ್ರದ ಧರ್ಮಾಧಿಕಾರಿಗಳಿಗೆ ಮನವಿ ಮಾಡಿ ವಾತ್ಸಲ್ಯ ಮನೆ ಮಂಜೂರು ಮಾಡಿಸಿದರು. ನೂತನ ಮನೆಯ ಹಸ್ತಾಂತರವನ್ನು ಗ್ರಾಮಾಭಿವೃದ್ಧಿ ಯೋಜನೆಯ ತಾಲ್ಲೂಕು ಯೋಜನಾಧಿಕಾರಿ ನೆರವೇರಿಸಿದರು. ಕೆ ಆರ್ ಪುಟ್ಟಶೀಲಸಿಯಮ್ಮನವರಿಗೆ ಹಸ್ತಾಂತರಿಸಿ ಮಾತನಾಡಿ ಶ್ರೀ ಕ್ಷೇತ್ರ ಧರ್ಮಸ್ಥಳದ ಹಿರಿಯ ಆಶಯದಂತೆ ಸಮಾಜದ ಕಟ್ಟಕಡೆಯ ವ್ಯಕ್ತಿಗೂ ನೆರವು ನೀಡಲಾಗುತ್ತಿದೆ. ಇದನ್ನು ಸದುಪಯೋಗಪಡಿಸಿಕೊಳ್ಳಬೇಕು ಎಂದು ತಿಳಿಸಿದರು. ಈ ಸಂದರ್ಭದಲ್ಲಿ ವಲಯ ಮೇಲ್ವಿಚಾರಕರು, ಸೇವಾಪ್ರತಿನಿಧಿಗಳು, ಗ್ರಾಮದ ಮುಖಂಡರು ಮತ್ತು ಜ್ಞಾನವಿಕಾಸ ಕೇಂದ್ರದ ಸದಸ್ಯರು ಹಾಜರಿದ್ದರು. [30, 246, 254, 378]
article-11-title: ಕೆರೆ ಮಣ್ಣು ರೈತರ ಜಮೀನಿಗೆ, ಎರಡು ದಿನಗಳಲ್ಲಿ ಜಾಗ ಗುರುತಿಸಿ: ಜಿಲ್ಲಾಧಿಕಾರಿ ಸೂಚನೆ [30, 1169, 458, 1187]
page-number: 6 [884, 28, 905, 63]
student-photo-6 [802, 1132, 850, 1190]
article-12-title: ಶೇಕಡ 95.5 ಫಲಿತಾಂಶ ಪಡೆದ ಲಹರಿ ವಾಣಿಜ್ಯ ಮತ್ತು ಕಂಪ್ಯೂಟರ್ ಶಿಕ್ಷಣ ಸಂಸ್ಥೆ [692, 950, 904, 982]
article-11-headline-box [28, 1166, 684, 1194]
student-photo-11 [748, 1260, 796, 1318]
article-8-body: ಮಡಿಕೇರಿ: ಶ್ರೀ ರಾಮನವಮಿ ಪ್ರಯುಕ್ತ ಮಡಿಕೇರಿ ನಗರದಲ್ಲಿ ವಿಶ್ವ ಹಿಂದೂ ಪರಿಷತ್ ಹಾಗೂ ಬಜರಂಗದಳ ವತಿಯಿಂದ ಶ್ರೀ ರಾಮರ ಯಾತ್ರೆ ಹಾಗೂ ಬೈಕ್ ರ‍್ಯಾಲಿ ಅದ್ದೂರಿಯಾಗಿ ನಡೆಯಿತು. ನಗರದ ಓಂಕಾರೇಶ್ವರ ದೇವಾಲಯದಿಂದ ಆರಂಭವಾದ ಮೆರವಣಿಗೆ ಪ್ರಮುಖ ಬೀದಿಗಳಲ್ಲಿ ಸಾಗಿತು. ಅಲಂಕೃತ ರಥದಲ್ಲಿ ಶ್ರೀ ರಾಮನ ಮೂರ್ತಿಯನ್ನು ಪ್ರತಿಷ್ಠಾಪಿಸಿ ಭಕ್ತರು ಜಯಘೋಷ ಕೂಗಿದರು. ಸಾವಿರಾರು ಭಕ್ತರು ಕೇಸರಿ ಧ್ವಜ ಹಿಡಿದು ಪಾಲ್ಗೊಂಡಿದ್ದರು. ಪೊಲೀಸ್ ಇಲಾಖೆ ವತಿಯಿಂದ ಬಿಗಿ ಬಂದೋಬಸ್ತ್ ಏರ್ಪಡಿಸಲಾಗಿತ್ತು. ಬಳಿಕ ಗಾಂಧಿ ಮೈದಾನದಲ್ಲಿ ಧಾರ್ಮಿಕ ಸಭೆ ನಡೆಯಿತು. [400, 906, 684, 956]
article-12-body-side: ತಿಪಟೂರು: ಕರ್ನಾಟಕ ಶಾಲಾ ಪರೀಕ್ಷಾ ಮತ್ತು ಮೌಲ್ಯನಿರ್ಣಯ ಮಂಡಳಿಯ ವತಿಯಿಂದ ನಡೆದ 2025ರ ಜನವರಿಯಲ್ಲಿ ನಡೆದ ವಾಣಿಜ್ಯ ಪರೀಕ್ಷೆಯಲ್ಲಿ ನಗರದ ಲಹರಿ ವಾಣಿಜ್ಯ ಮತ್ತು ಕಂಪ್ಯೂಟರ್ ಶಿಕ್ಷಣ ಸಂಸ್ಥೆಯು ಶೇಕಡ 95.5 ಫಲಿತಾಂಶ ಪಡೆದಿದೆ. ಕನ್ನಡ ಸೀನಿಯರ್ ಮತ್ತು ಇಂಗ್ಲಿಷ್ ಶೀಘ್ರಲಿಪಿ ವಿಭಾಗದಲ್ಲಿ ವಿದ್ಯಾರ್ಥಿಗಳು ಉತ್ತಮ ಅಂಕ ಪಡೆದು ಉತ್ತೀರ್ಣರಾಗಿದ್ದಾರೆ. ಸಾಧನೆ ಮಾಡಿದ ವಿದ್ಯಾರ್ಥಿಗಳನ್ನು ಸಂಸ್ಥೆಯ ಪ್ರಾಂಶುಪಾಲರು ಹಾಗೂ ಉಪನ್ಯಾಸಕರು ಅಭಿನಂದಿಸಿದ್ದಾರೆ. [854, 1000, 912, 1245]
article-1-title: ಶ್ರೀ ಕ್ಷೇತ್ರ ಧರ್ಮಸ್ಥಳ ಗ್ರಾಮಾಭಿವೃದ್ಧಿ ಯೋಜನೆಯ ವತಿಯಿಂದ ಮನೆ ಹಸ್ತಾಂತರ [32, 76, 227, 106]
article-8-photo [400, 706, 684, 902]
column-rule-left [259, 72, 260, 1162]
row-rule-1 [262, 358, 917, 359]
sun-icon [692, 40, 718, 54]
student-photo-12 [802, 1260, 850, 1318]
masthead-day: ಮಂಗಳವಾರ [62, 22, 107, 35]
article-10-headline-box [688, 738, 916, 762]
article-1-headline-box [28, 74, 256, 118]
dc-meeting-image [155, 1197, 419, 1325]
article-8-body-col1: ಮಡಿಕೇರಿ: ಶ್ರೀ ರಾಮನವಮಿ ಪ್ರಯುಕ್ತ ಮಡಿಕೇರಿ ನಗರದಲ್ಲಿ ವಿಶ್ವ ಹಿಂದೂ ಪರಿಷತ್ ಹಾಗೂ ಬಜರಂಗದಳ ವತಿಯಿಂದ ಶ್ರೀ ರಾಮರ ಯಾತ್ರೆ ಹಾಗೂ ಬೈಕ್ ರ‍್ಯಾಲಿ ಅದ್ದೂರಿಯಾಗಿ ನಡೆಯಿತು. ನಗರದ ಓಂಕಾರೇಶ್ವರ ದೇವಾಲಯದಿಂದ ಆರಂಭವಾದ ಮೆರವಣಿಗೆ ಪ್ರಮುಖ ಬೀದಿಗಳಲ್ಲಿ ಸಾಗಿತು. ಅಲಂಕೃತ ರಥದಲ್ಲಿ ಶ್ರೀ ರಾಮನ ಮೂರ್ತಿಯನ್ನು ಪ್ರತಿಷ್ಠಾಪಿಸಿ ಭಕ್ತರು ಜಯಘೋಷ ಕೂಗಿದರು. ಸಾವಿರಾರು ಭಕ್ತರು ಕೇಸರಿ ಧ್ವಜ ಹಿಡಿದು ಪಾಲ್ಗೊಂಡಿದ್ದರು. ಪೊಲೀಸ್ ಇಲಾಖೆ ವತಿಯಿಂದ ಬಿಗಿ ಬಂದೋಬಸ್ತ್ ಏರ್ಪಡಿಸಲಾಗಿತ್ತು. ಬಳಿಕ ಗಾಂಧಿ ಮೈದಾನದಲ್ಲಿ ಧಾರ್ಮಿಕ ಸಭೆ ನಡೆಯಿತು. [264, 706, 394, 818]
masthead-rule [30, 66, 915, 68]
